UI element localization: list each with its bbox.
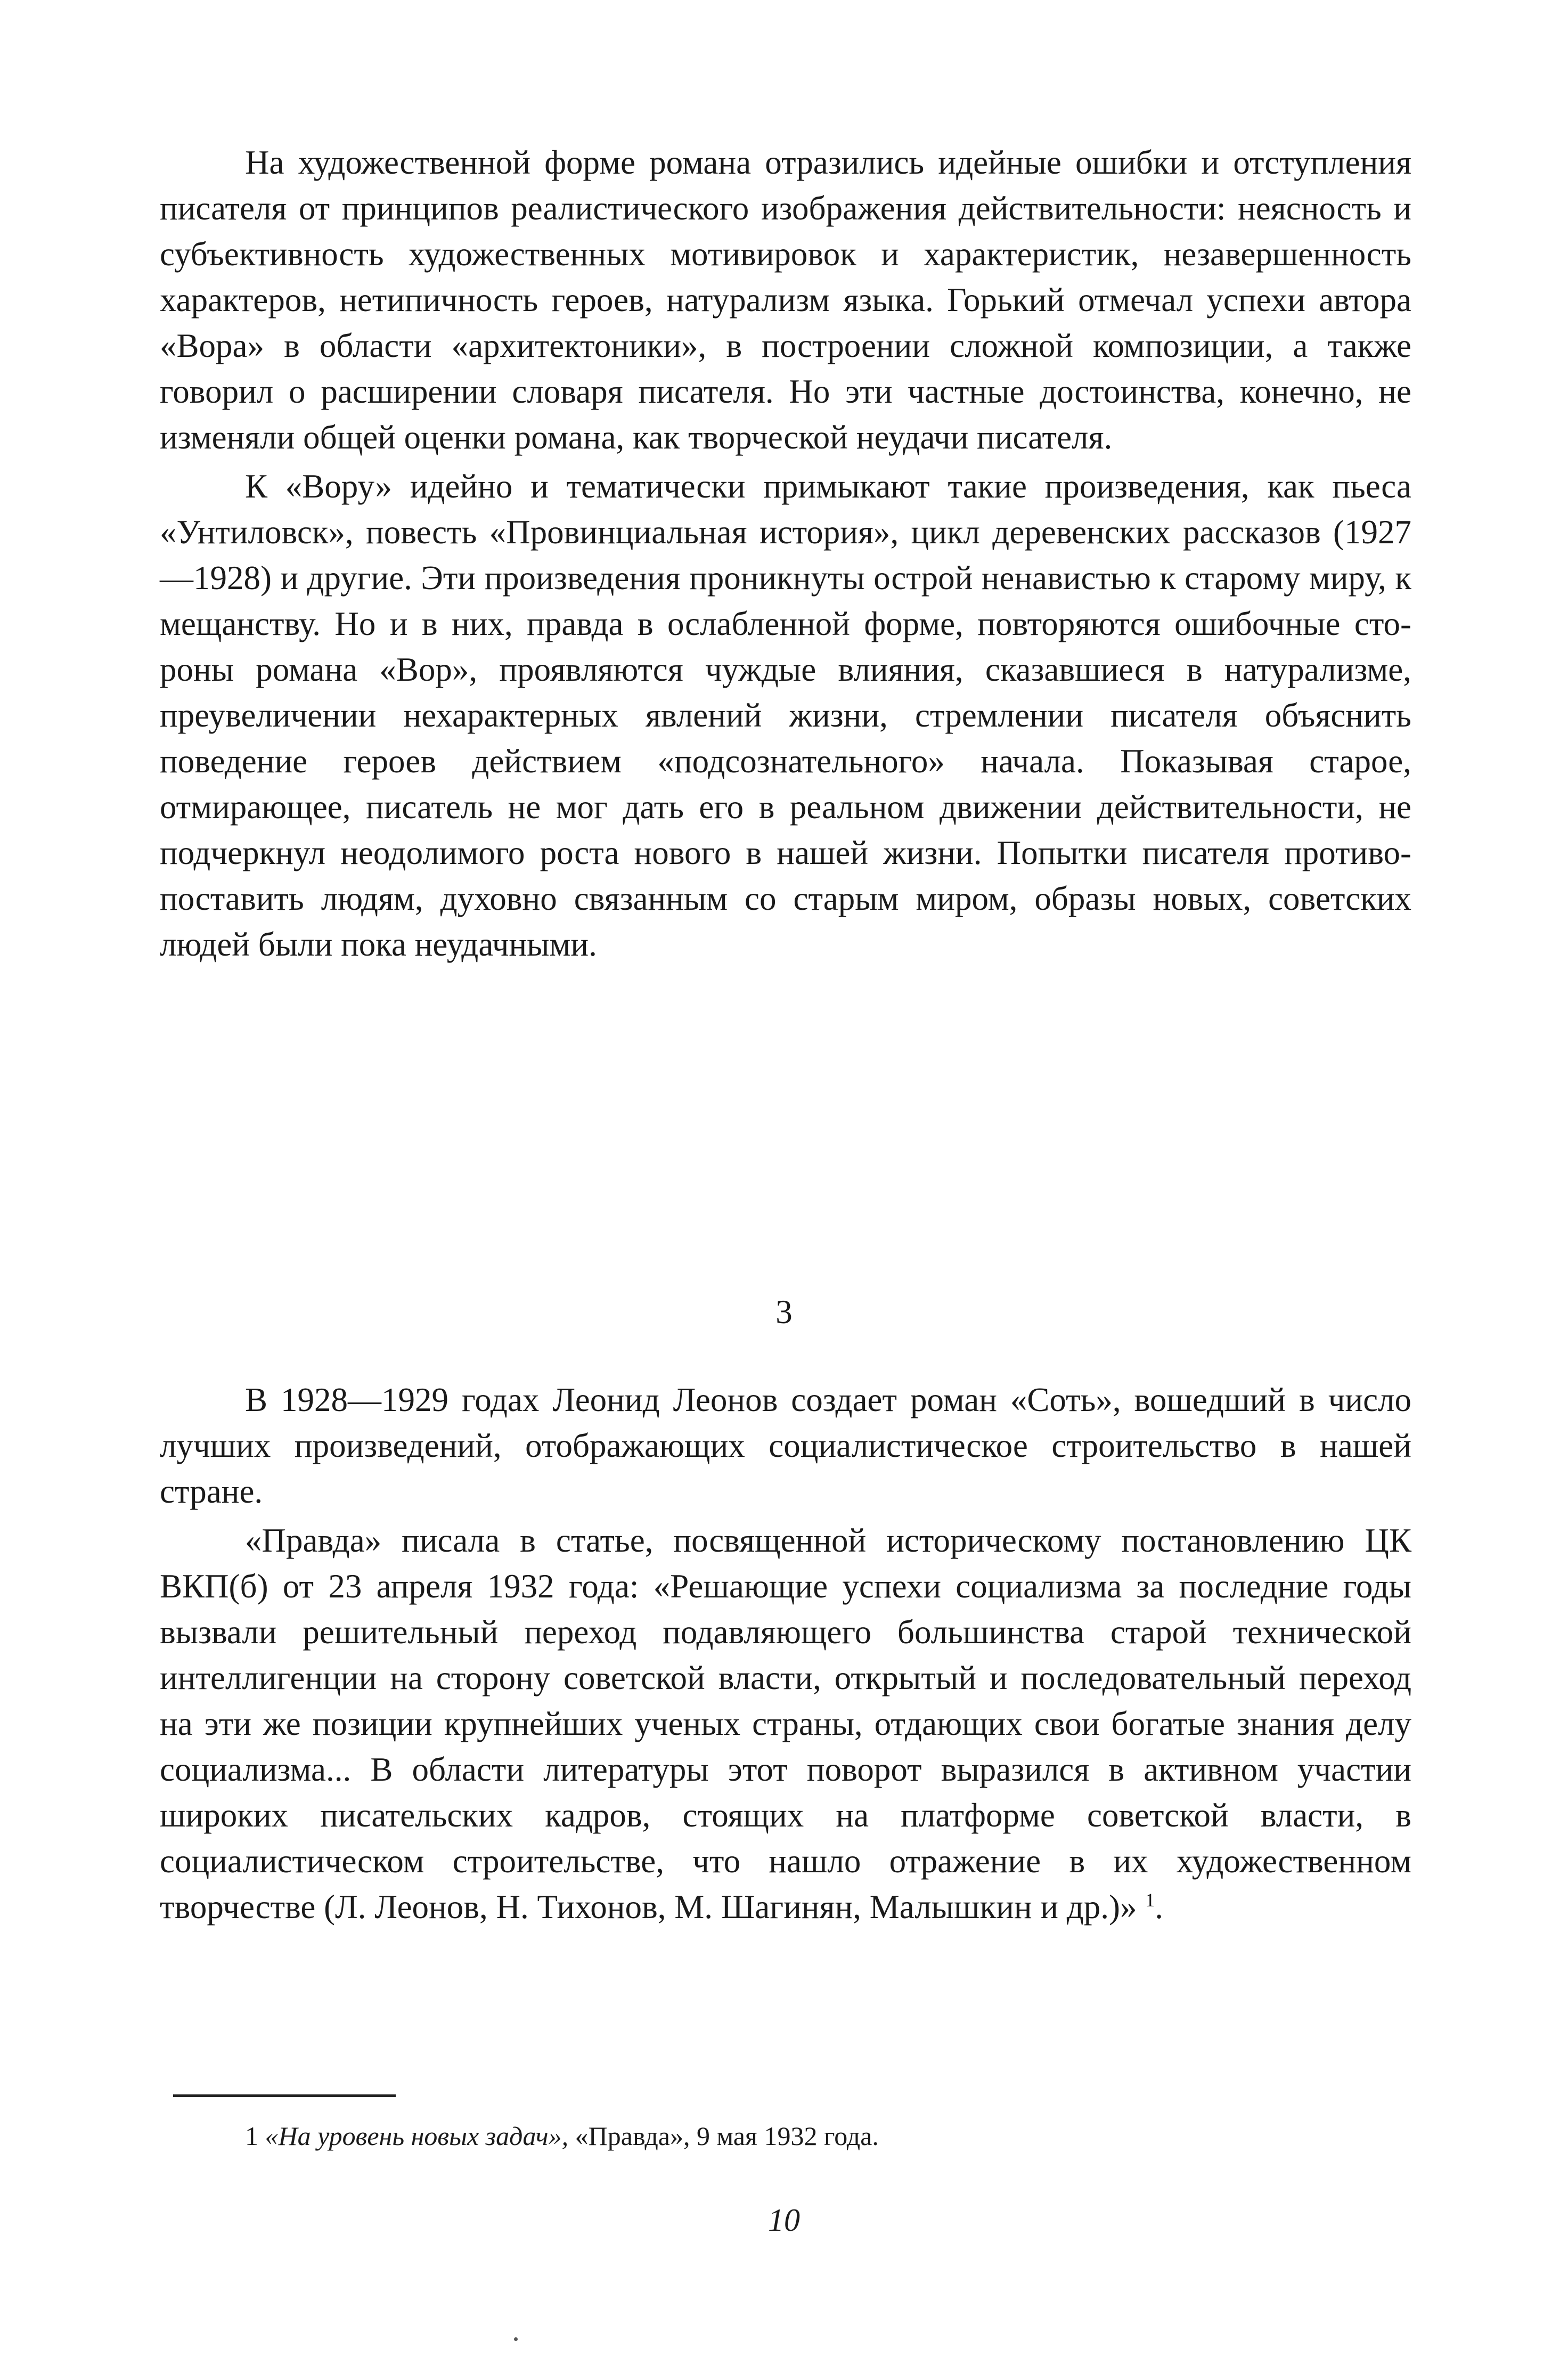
main-text-top bbox=[160, 140, 1411, 967]
paragraph: В 1928—1929 годах Леонид Леонов создает роман «Соть», вошедший в число лучших произведений, отображающих социалистическое строительство в нашей стране. bbox=[160, 1381, 1411, 1510]
footnote-divider bbox=[173, 2094, 396, 2097]
paragraph: К «Вору» идейно и тематически примыкают такие произведения, как пьеса «Унтиловск», повесть «Провинциальная история», цикл деревенских рассказов (1927—1928) и другие. Эти произведения проникнуты острой ненавистью к старому миру, к мещанству. Но и в них, правда в ослабленной форме, повторяются ошибочные стороны романа «Вор», проявляются чуждые влияния, сказавшиеся в натурализме, преувеличении нехарактерных явлений жизни, стремлении писателя объяснить поведение героев действием «подсознательного» начала. Показывая старое, отмирающее, писатель не мог дать его в реальном движении действительности, не подчеркнул неодолимого роста нового в нашей жизни. Попытки писателя противопоставить людям, духовно связанным со старым миром, образы новых, советских людей были пока неудачными. bbox=[160, 468, 1411, 963]
footnote-reference: 1 bbox=[1145, 1889, 1155, 1911]
footnote-source: «Правда», 9 мая 1932 года. bbox=[575, 2121, 879, 2151]
footnote bbox=[160, 2117, 1411, 2155]
footnote-title: «На уровень новых задач», bbox=[265, 2121, 569, 2151]
footnote-marker: 1 bbox=[245, 2121, 258, 2151]
section-number: 3 bbox=[775, 1293, 793, 1331]
paragraph-with-footnote: «Правда» писала в статье, посвященной историческому постановлению ЦК ВКП(б) от 23 апреля 1932 года: «Решающие успехи социализма за последние годы вызвали решительный переход подавляющего большинства старой технической интеллигенции на сторону советской власти, открытый и последовательный переход на эти же позиции крупнейших ученых страны, отдающих свои богатые знания делу социализма... В области литературы этот поворот выразился в активном участии широких писательских кадров, стоящих на платформе советской власти, в социалистическом строительстве, что нашло отражение в их художественном творчестве (Л. Леонов, Н. Тихонов, М. Шагинян, Малышкин и др.)» $^1$. bbox=[160, 1522, 1411, 1926]
scan-artifact-dot bbox=[514, 2337, 518, 2341]
main-text-bottom bbox=[160, 1377, 1411, 1930]
paragraph: На художественной форме романа отразились идейные ошибки и отступления писателя от принципов реалистического изображения действительности: неясность и субъективность художественных мотивировок и характеристик, незавершенность характеров, нетипичность героев, натурализм языка. Горький отмечал успехи автора «Вора» в области «архитектоники», в построении сложной композиции, а также говорил о расширении словаря писателя. Но эти частные достоинства, конечно, не изменяли общей оценки романа, как творческой неудачи писателя. bbox=[160, 144, 1411, 456]
page-number: 10 bbox=[768, 2203, 800, 2238]
paragraph-text: «Правда» писала в статье, посвященной историческому постановлению ЦК ВКП(б) от 23 апреля 1932 года: «Решающие успехи социализма за последние годы вызвали решительный переход подавляющего большинства старой технической интеллигенции на сторону советской власти, открытый и последовательный переход на эти же позиции крупнейших ученых страны, отдающих свои богатые знания делу социализма... В области литературы этот поворот выразился в активном участии широких писательских кадров, стоящих на платформе советской власти, в социалистическом строительстве, что нашло отражение в их художественном творчестве (Л. Леонов, Н. Тихонов, М. Шагинян, Малышкин и др.)» bbox=[160, 1522, 1411, 1926]
